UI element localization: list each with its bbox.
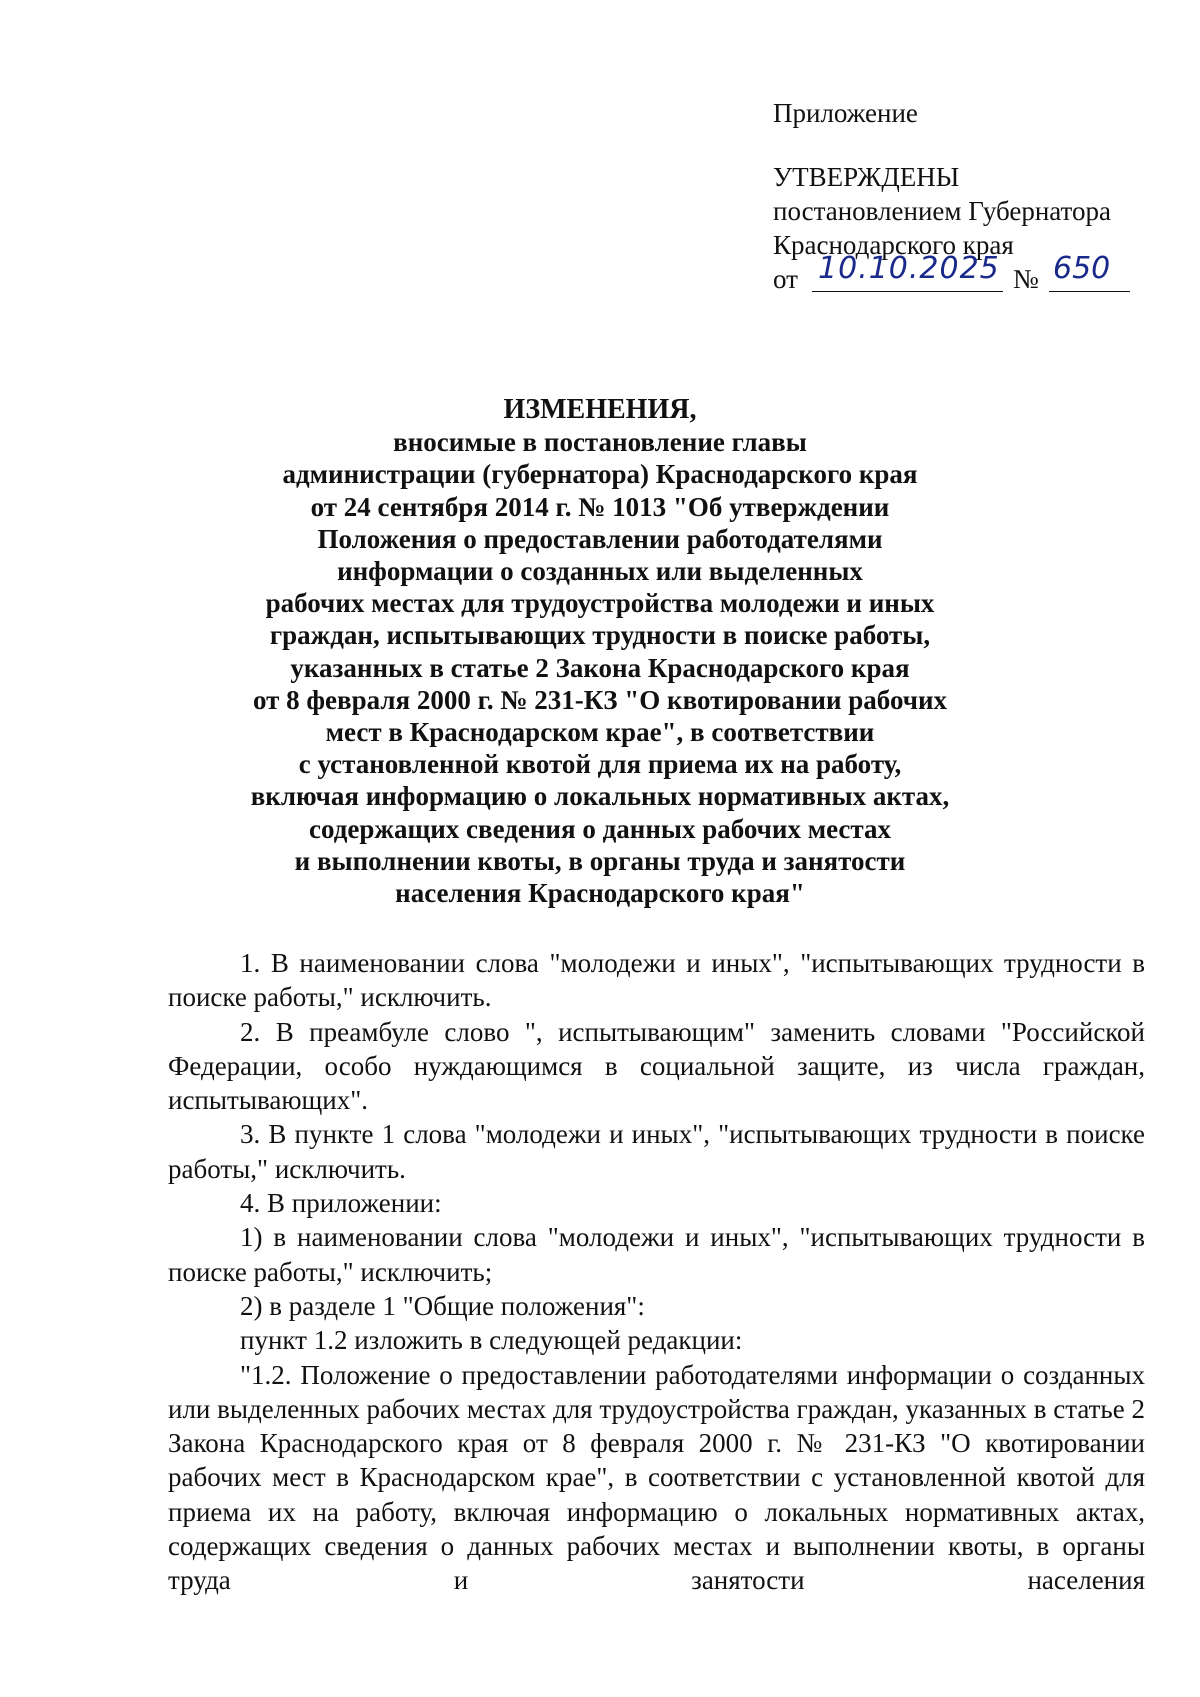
handwritten-date: 10.10.2025: [812, 252, 1003, 292]
title-line: граждан, испытывающих трудности в поиске работы,: [269, 620, 931, 651]
approval-block: [773, 96, 1133, 296]
approved-label: УТВЕРЖДЕНЫ: [773, 162, 960, 192]
title-line: и выполнении квоты, в органы труда и занятости: [294, 845, 906, 876]
title-line: рабочих местах для трудоустройства молодежи и иных: [265, 588, 935, 619]
title-line: от 8 февраля 2000 г. № 231-КЗ "О квотировании рабочих: [252, 684, 948, 715]
paragraph-8: "1.2. Положение о предоставлении работодателями информации о созданных или выделенных рабочих местах для трудоустройства граждан, указанных в статье 2 Закона Краснодарского края от 8 февраля 2000 г. № 231-КЗ "О квотировании рабочих мест в Краснодарском крае", в соответствии с установленной квотой для приема их на работу, включая информацию о локальных нормативных актах, содержащих сведения о данных рабочих местах и выполнении квоты, в органы труда и занятости населения: [168, 1359, 1145, 1596]
handwritten-number: 650: [1049, 252, 1130, 292]
title-line: указанных в статье 2 Закона Краснодарского края: [290, 652, 910, 683]
paragraph-2: 2. В преамбуле слово ", испытывающим" заменить словами "Российской Федерации, особо нуждающимся в социальной защите, из числа граждан, испытывающих".: [168, 1016, 1145, 1116]
title-line: от 24 сентября 2014 г. № 1013 "Об утверждении: [310, 491, 890, 522]
title-line: вносимые в постановление главы: [393, 427, 807, 458]
title-heading: ИЗМЕНЕНИЯ,: [503, 394, 697, 425]
paragraph-6: 2) в разделе 1 "Общие положения":: [240, 1290, 645, 1321]
approved-region-line: Краснодарского края: [773, 230, 1014, 260]
appendix-label: Приложение: [773, 98, 918, 128]
document-title: [150, 394, 1050, 909]
paragraph-1: 1. В наименовании слова "молодежи и иных", "испытывающих трудности в поиске работы," исключить.: [168, 948, 1145, 1013]
title-line: содержащих сведения о данных рабочих местах: [309, 813, 891, 844]
title-line: с установленной квотой для приема их на работу,: [298, 749, 902, 780]
approved-by-line: постановлением Губернатора: [773, 196, 1111, 226]
title-line: мест в Краснодарском крае", в соответствии: [325, 717, 875, 748]
approval-date-row: [773, 251, 1133, 296]
paragraph-7: пункт 1.2 изложить в следующей редакции:: [240, 1325, 743, 1356]
title-line: информации о созданных или выделенных: [337, 556, 863, 587]
paragraph-5: 1) в наименовании слова "молодежи и иных", "испытывающих трудности в поиске работы," исключить;: [168, 1222, 1145, 1287]
number-sign: №: [1013, 264, 1039, 294]
paragraph-4: 4. В приложении:: [240, 1188, 442, 1219]
date-prefix: от: [773, 264, 798, 294]
title-line: населения Краснодарского края": [395, 878, 805, 909]
paragraph-3: 3. В пункте 1 слова "молодежи и иных", "испытывающих трудности в поиске работы," исключить.: [168, 1119, 1145, 1184]
title-line: включая информацию о локальных нормативных актах,: [250, 781, 950, 812]
document-body: [168, 946, 1145, 1598]
title-line: Положения о предоставлении работодателями: [317, 523, 883, 554]
title-line: администрации (губернатора) Краснодарского края: [282, 459, 918, 490]
